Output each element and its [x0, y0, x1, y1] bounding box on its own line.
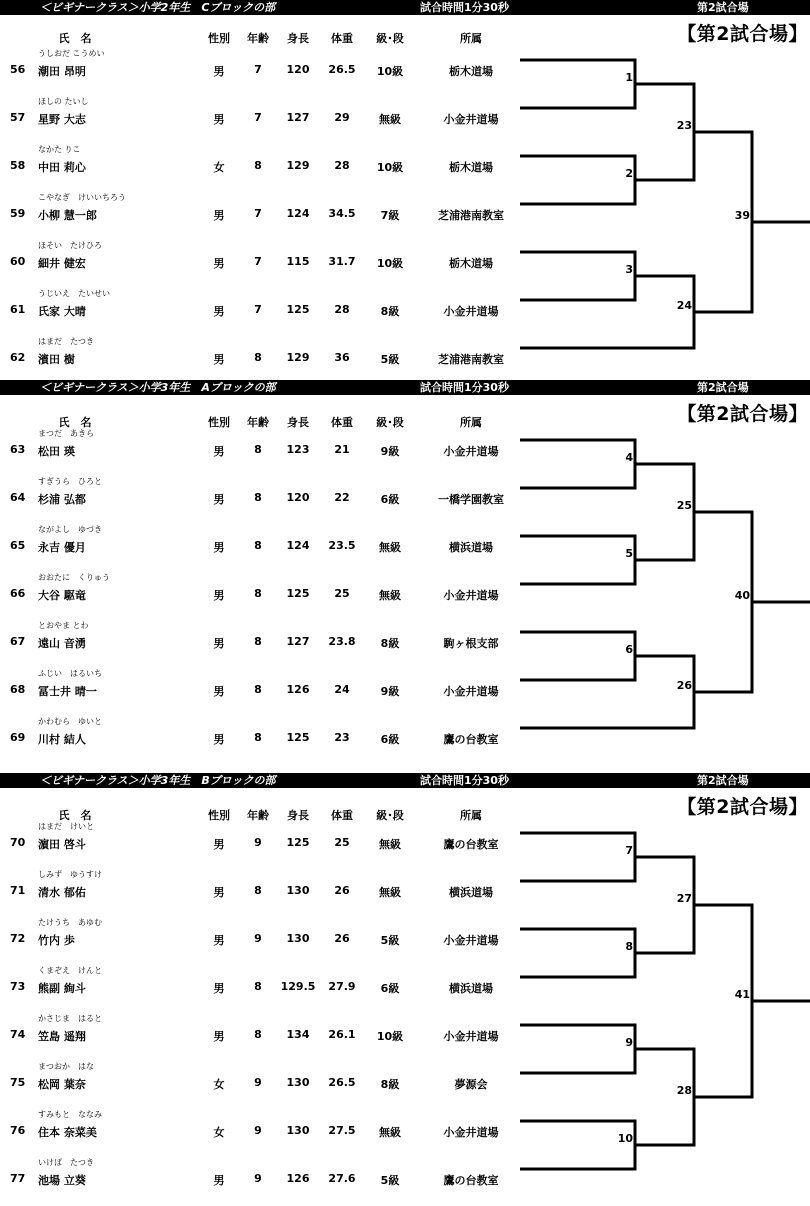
column-header-weight: 体重: [331, 416, 353, 429]
player-dojo: 小金井道場: [443, 589, 499, 602]
bracket-match-line: [635, 84, 694, 180]
player-rank: 8級: [380, 1078, 400, 1091]
match-number: 6: [625, 643, 633, 656]
player-kana: こやなぎ けいいちろう: [38, 193, 126, 202]
player-number: 66: [10, 587, 26, 600]
player-gender: 男: [213, 541, 225, 554]
player-name: 濵田 啓斗: [38, 838, 86, 851]
player-dojo: 横浜道場: [449, 982, 493, 995]
player-height: 126: [286, 1172, 310, 1185]
player-name: 大谷 駆竜: [38, 589, 86, 602]
player-rank: 6級: [380, 982, 400, 995]
player-name: 潮田 昂明: [38, 65, 86, 78]
player-height: 130: [286, 932, 310, 945]
player-number: 77: [10, 1172, 26, 1185]
player-kana: しみず ゆうすけ: [38, 870, 102, 879]
player-gender: 男: [213, 305, 225, 318]
player-rank: 8級: [380, 305, 400, 318]
player-dojo: 横浜道場: [449, 541, 493, 554]
player-name: 細井 健宏: [38, 257, 86, 270]
player-age: 8: [254, 635, 262, 648]
bracket-match-line: [694, 905, 752, 1097]
bracket-match-line: [694, 512, 752, 692]
player-rank: 6級: [380, 493, 400, 506]
player-dojo: 小金井道場: [443, 445, 499, 458]
player-kana: うじいえ たいせい: [38, 289, 110, 298]
player-weight: 27.9: [328, 980, 356, 993]
player-height: 127: [286, 635, 310, 648]
bracket-match-line: [520, 536, 635, 584]
player-age: 7: [254, 63, 262, 76]
bracket-match-line: [520, 656, 694, 728]
player-number: 56: [10, 63, 26, 76]
column-header-name: 氏 名: [58, 416, 92, 429]
player-height: 124: [286, 207, 310, 220]
bracket-section: [0, 380, 810, 773]
player-weight: 36: [334, 351, 350, 364]
player-number: 69: [10, 731, 26, 744]
player-number: 58: [10, 159, 26, 172]
player-gender: 男: [213, 934, 225, 947]
match-number: 1: [625, 71, 633, 84]
player-name: 杉浦 弘都: [38, 493, 86, 506]
player-gender: 男: [213, 353, 225, 366]
player-kana: とおやま とわ: [38, 621, 89, 630]
player-rank: 無級: [379, 886, 401, 899]
player-age: 9: [254, 1076, 262, 1089]
player-number: 57: [10, 111, 26, 124]
player-number: 67: [10, 635, 26, 648]
player-kana: ほしの たいし: [38, 97, 89, 106]
player-height: 129.5: [280, 980, 316, 993]
player-weight: 28: [334, 159, 350, 172]
player-gender: 男: [213, 637, 225, 650]
column-header-age: 年齢: [247, 416, 269, 429]
match-number: 10: [617, 1132, 633, 1145]
player-height: 129: [286, 351, 310, 364]
match-number: 40: [734, 589, 750, 602]
player-age: 7: [254, 207, 262, 220]
player-number: 60: [10, 255, 26, 268]
column-header-age: 年齢: [247, 32, 269, 45]
player-number: 75: [10, 1076, 26, 1089]
player-gender: 男: [213, 838, 225, 851]
player-name: 小柳 慧一郎: [38, 209, 97, 222]
player-age: 7: [254, 255, 262, 268]
player-number: 70: [10, 836, 26, 849]
player-weight: 27.5: [328, 1124, 356, 1137]
player-kana: ほそい たけひろ: [38, 241, 102, 250]
player-weight: 26.5: [328, 1076, 356, 1089]
bracket-lines: [0, 773, 810, 1163]
venue-label: 第2試合場: [697, 381, 749, 394]
column-header-dojo: 所属: [460, 416, 482, 429]
player-dojo: 栃木道場: [449, 65, 493, 78]
bracket-match-line: [694, 132, 752, 312]
player-rank: 5級: [380, 934, 400, 947]
player-height: 125: [286, 587, 310, 600]
player-rank: 5級: [380, 1174, 400, 1187]
player-kana: まつだ あきら: [38, 429, 94, 438]
bracket-match-line: [635, 1049, 694, 1145]
venue-label: 第2試合場: [697, 1, 749, 14]
player-gender: 男: [213, 886, 225, 899]
player-kana: すみもと ななみ: [38, 1110, 102, 1119]
player-dojo: 小金井道場: [443, 685, 499, 698]
player-gender: 男: [213, 733, 225, 746]
player-age: 8: [254, 351, 262, 364]
player-rank: 5級: [380, 353, 400, 366]
player-weight: 23.8: [328, 635, 356, 648]
player-age: 8: [254, 980, 262, 993]
column-header-name: 氏 名: [58, 809, 92, 822]
player-kana: ながよし ゆづき: [38, 525, 102, 534]
player-name: 川村 結人: [38, 733, 86, 746]
player-dojo: 横浜道場: [449, 886, 493, 899]
venue-label: 第2試合場: [697, 774, 749, 787]
bracket-lines: [0, 380, 810, 770]
column-header-gender: 性別: [208, 416, 230, 429]
player-dojo: 小金井道場: [443, 113, 499, 126]
match-time: 試合時間1分30秒: [420, 381, 509, 394]
player-kana: はまだ けいと: [38, 822, 94, 831]
player-number: 71: [10, 884, 26, 897]
bracket-match-line: [520, 156, 635, 204]
player-kana: かさじま はると: [38, 1014, 102, 1023]
match-number: 28: [676, 1084, 692, 1097]
player-number: 63: [10, 443, 26, 456]
player-weight: 28: [334, 303, 350, 316]
match-number: 26: [676, 679, 692, 692]
player-gender: 男: [213, 209, 225, 222]
player-height: 134: [286, 1028, 310, 1041]
player-height: 125: [286, 731, 310, 744]
player-height: 125: [286, 836, 310, 849]
player-weight: 26.5: [328, 63, 356, 76]
section-title: ＜ビギナークラス＞小学2年生 Cブロックの部: [40, 1, 276, 14]
player-weight: 26: [334, 884, 350, 897]
player-dojo: 小金井道場: [443, 1030, 499, 1043]
player-rank: 7級: [380, 209, 400, 222]
match-number: 23: [676, 119, 692, 132]
player-kana: うしおだ こうめい: [38, 49, 105, 58]
match-number: 7: [625, 844, 633, 857]
match-number: 25: [676, 499, 692, 512]
player-rank: 10級: [376, 161, 404, 174]
match-number: 3: [625, 263, 633, 276]
player-dojo: 夢源会: [454, 1078, 488, 1091]
bracket-lines: [0, 0, 810, 390]
player-kana: まつおか はな: [38, 1062, 94, 1071]
player-gender: 女: [213, 1126, 225, 1139]
column-header-height: 身長: [287, 809, 309, 822]
player-height: 124: [286, 539, 310, 552]
player-rank: 10級: [376, 257, 404, 270]
player-dojo: 鷹の台教室: [443, 1174, 499, 1187]
player-number: 74: [10, 1028, 26, 1041]
bracket-match-line: [520, 833, 635, 881]
player-age: 9: [254, 1172, 262, 1185]
player-name: 遠山 音湧: [38, 637, 86, 650]
bracket-section: [0, 0, 810, 393]
player-height: 127: [286, 111, 310, 124]
column-header-height: 身長: [287, 32, 309, 45]
player-rank: 8級: [380, 637, 400, 650]
player-kana: おおたに くりゅう: [38, 573, 110, 582]
player-kana: くまぞえ けんと: [38, 966, 102, 975]
player-dojo: 小金井道場: [443, 1126, 499, 1139]
player-rank: 無級: [379, 1126, 401, 1139]
column-header-rank: 級･段: [376, 32, 404, 45]
player-weight: 26.1: [328, 1028, 356, 1041]
bracket-match-line: [520, 440, 635, 488]
player-name: 清水 郁佑: [38, 886, 86, 899]
player-rank: 6級: [380, 733, 400, 746]
player-kana: なかた りこ: [38, 145, 81, 154]
player-gender: 男: [213, 685, 225, 698]
player-age: 9: [254, 932, 262, 945]
player-dojo: 小金井道場: [443, 934, 499, 947]
player-dojo: 一橋学園教室: [438, 493, 504, 506]
column-header-gender: 性別: [208, 809, 230, 822]
column-header-gender: 性別: [208, 32, 230, 45]
column-header-rank: 級･段: [376, 809, 404, 822]
section-title: ＜ビギナークラス＞小学3年生 Aブロックの部: [40, 381, 276, 394]
player-dojo: 栃木道場: [449, 161, 493, 174]
column-header-height: 身長: [287, 416, 309, 429]
player-name: 星野 大志: [38, 113, 86, 126]
player-rank: 無級: [379, 589, 401, 602]
column-header-name: 氏 名: [58, 32, 92, 45]
bracket-match-line: [520, 929, 635, 977]
bracket-match-line: [520, 252, 635, 300]
player-number: 76: [10, 1124, 26, 1137]
player-name: 濱田 樹: [38, 353, 75, 366]
player-kana: いけば たつき: [38, 1158, 94, 1167]
match-number: 4: [625, 451, 633, 464]
column-header-weight: 体重: [331, 32, 353, 45]
player-gender: 男: [213, 65, 225, 78]
bracket-match-line: [635, 464, 694, 560]
player-rank: 無級: [379, 541, 401, 554]
player-rank: 9級: [380, 685, 400, 698]
player-dojo: 駒ヶ根支部: [443, 637, 499, 650]
match-number: 27: [676, 892, 692, 905]
player-number: 65: [10, 539, 26, 552]
venue-big-label: 【第2試合場】: [677, 796, 808, 818]
player-rank: 無級: [379, 838, 401, 851]
player-weight: 25: [334, 836, 350, 849]
player-name: 永吉 優月: [38, 541, 86, 554]
player-name: 松田 瑛: [38, 445, 75, 458]
player-age: 9: [254, 1124, 262, 1137]
column-header-dojo: 所属: [460, 32, 482, 45]
player-age: 8: [254, 683, 262, 696]
player-weight: 26: [334, 932, 350, 945]
player-name: 笠島 遥翔: [38, 1030, 86, 1043]
match-number: 5: [625, 547, 633, 560]
player-gender: 男: [213, 257, 225, 270]
match-number: 24: [676, 299, 692, 312]
column-header-age: 年齢: [247, 809, 269, 822]
player-rank: 9級: [380, 445, 400, 458]
player-number: 68: [10, 683, 26, 696]
player-name: 竹内 歩: [38, 934, 75, 947]
player-weight: 34.5: [328, 207, 356, 220]
player-name: 氏家 大晴: [38, 305, 86, 318]
player-height: 123: [286, 443, 310, 456]
player-gender: 女: [213, 1078, 225, 1091]
player-rank: 10級: [376, 65, 404, 78]
match-time: 試合時間1分30秒: [420, 1, 509, 14]
player-gender: 女: [213, 161, 225, 174]
player-number: 62: [10, 351, 26, 364]
player-gender: 男: [213, 113, 225, 126]
player-age: 7: [254, 303, 262, 316]
venue-big-label: 【第2試合場】: [677, 23, 808, 45]
match-time: 試合時間1分30秒: [420, 774, 509, 787]
player-rank: 無級: [379, 113, 401, 126]
player-weight: 23.5: [328, 539, 356, 552]
player-number: 73: [10, 980, 26, 993]
player-gender: 男: [213, 982, 225, 995]
player-kana: はまだ たつき: [38, 337, 94, 346]
player-dojo: 鷹の台教室: [443, 838, 499, 851]
player-gender: 男: [213, 589, 225, 602]
venue-big-label: 【第2試合場】: [677, 403, 808, 425]
player-age: 8: [254, 159, 262, 172]
player-dojo: 芝浦港南教室: [438, 353, 504, 366]
player-dojo: 栃木道場: [449, 257, 493, 270]
player-weight: 31.7: [328, 255, 356, 268]
bracket-section: [0, 773, 810, 1206]
player-dojo: 鷹の台教室: [443, 733, 499, 746]
player-height: 120: [286, 491, 310, 504]
player-rank: 10級: [376, 1030, 404, 1043]
player-age: 8: [254, 443, 262, 456]
bracket-match-line: [520, 1025, 635, 1073]
player-height: 129: [286, 159, 310, 172]
player-number: 64: [10, 491, 26, 504]
player-kana: かわむら ゆいと: [38, 717, 102, 726]
player-height: 125: [286, 303, 310, 316]
player-number: 72: [10, 932, 26, 945]
match-number: 39: [734, 209, 750, 222]
player-name: 中田 莉心: [38, 161, 86, 174]
player-gender: 男: [213, 493, 225, 506]
player-weight: 24: [334, 683, 350, 696]
player-weight: 21: [334, 443, 350, 456]
column-header-dojo: 所属: [460, 809, 482, 822]
match-number: 9: [625, 1036, 633, 1049]
player-name: 池場 立葵: [38, 1174, 86, 1187]
player-height: 130: [286, 884, 310, 897]
player-age: 9: [254, 836, 262, 849]
match-number: 8: [625, 940, 633, 953]
player-age: 8: [254, 491, 262, 504]
player-age: 8: [254, 731, 262, 744]
player-weight: 29: [334, 111, 350, 124]
column-header-rank: 級･段: [376, 416, 404, 429]
player-height: 130: [286, 1124, 310, 1137]
player-kana: ふじい はるいち: [38, 669, 102, 678]
player-number: 59: [10, 207, 26, 220]
player-age: 8: [254, 1028, 262, 1041]
player-number: 61: [10, 303, 26, 316]
player-weight: 27.6: [328, 1172, 356, 1185]
player-age: 8: [254, 539, 262, 552]
player-height: 120: [286, 63, 310, 76]
player-weight: 22: [334, 491, 350, 504]
bracket-match-line: [635, 857, 694, 953]
player-kana: すぎうら ひろと: [38, 477, 102, 486]
player-age: 8: [254, 587, 262, 600]
player-dojo: 芝浦港南教室: [438, 209, 504, 222]
match-number: 41: [734, 988, 750, 1001]
column-header-weight: 体重: [331, 809, 353, 822]
player-age: 8: [254, 884, 262, 897]
player-dojo: 小金井道場: [443, 305, 499, 318]
match-number: 2: [625, 167, 633, 180]
player-row: [0, 1157, 520, 1201]
player-name: 住本 奈菜美: [38, 1126, 97, 1139]
player-name: 熊副 絢斗: [38, 982, 86, 995]
player-age: 7: [254, 111, 262, 124]
section-title: ＜ビギナークラス＞小学3年生 Bブロックの部: [40, 774, 276, 787]
player-weight: 25: [334, 587, 350, 600]
bracket-match-line: [520, 632, 635, 680]
bracket-match-line: [520, 60, 635, 108]
player-weight: 23: [334, 731, 350, 744]
player-height: 126: [286, 683, 310, 696]
player-gender: 男: [213, 1174, 225, 1187]
player-gender: 男: [213, 445, 225, 458]
bracket-match-line: [520, 1121, 635, 1169]
bracket-match-line: [520, 276, 694, 348]
player-gender: 男: [213, 1030, 225, 1043]
player-kana: たけうち あゆむ: [38, 918, 102, 927]
player-height: 130: [286, 1076, 310, 1089]
player-height: 115: [286, 255, 310, 268]
player-name: 冨士井 晴一: [38, 685, 97, 698]
player-name: 松岡 葉奈: [38, 1078, 86, 1091]
